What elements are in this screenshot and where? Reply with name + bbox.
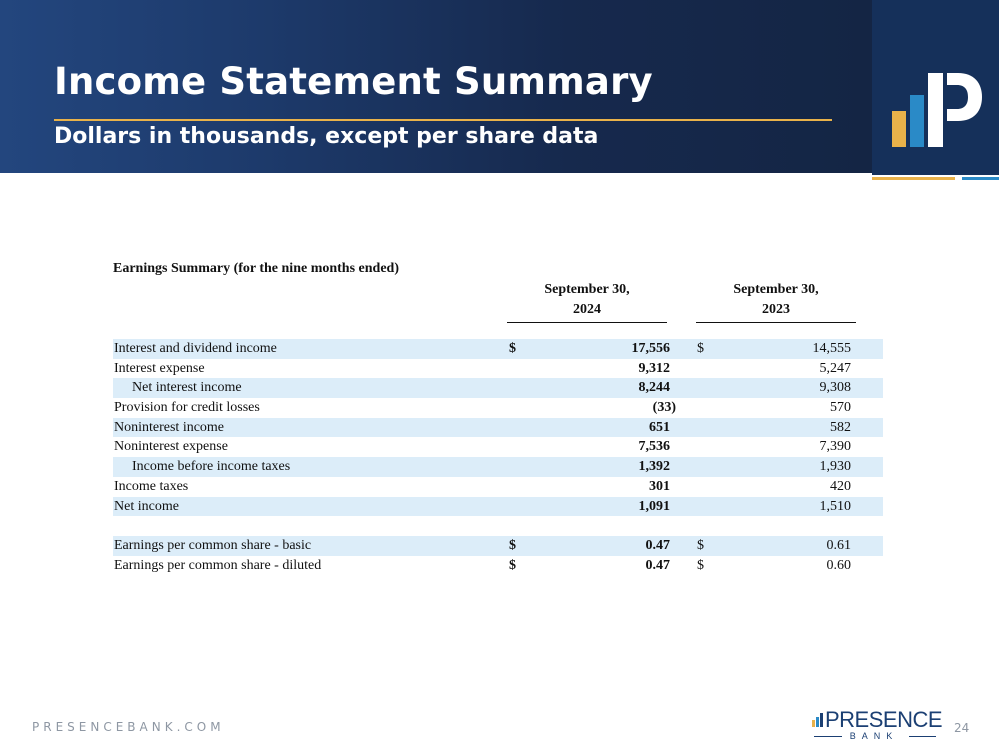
value-2024: 17,556 bbox=[631, 341, 670, 356]
row-label: Noninterest income bbox=[114, 419, 225, 435]
value-2023: 570 bbox=[830, 400, 851, 416]
logo-bars-icon bbox=[812, 713, 824, 727]
row-label: Earnings per common share - diluted bbox=[114, 557, 322, 573]
value-2024: 651 bbox=[649, 419, 670, 435]
value-2023: 1,510 bbox=[819, 498, 851, 514]
table-row bbox=[113, 556, 883, 576]
page-number: 24 bbox=[954, 721, 970, 735]
table-row bbox=[113, 457, 883, 477]
row-spacer bbox=[113, 516, 883, 536]
logo-wordmark: PRESENCE bbox=[825, 707, 943, 732]
currency-symbol: $ bbox=[509, 537, 516, 553]
currency-symbol: $ bbox=[697, 557, 704, 573]
currency-symbol: $ bbox=[697, 341, 704, 356]
header-banner bbox=[0, 0, 872, 173]
page-subtitle: Dollars in thousands, except per share data bbox=[54, 124, 599, 149]
row-label: Noninterest expense bbox=[114, 439, 228, 455]
value-2023: 420 bbox=[830, 478, 851, 494]
value-2023: 0.61 bbox=[826, 537, 851, 553]
table-heading: Earnings Summary (for the nine months ended) bbox=[113, 261, 399, 276]
table-row bbox=[113, 359, 883, 379]
column-header-line2: 2024 bbox=[573, 302, 601, 317]
value-2023: 0.60 bbox=[826, 557, 851, 573]
logo-accent-blue bbox=[962, 177, 999, 180]
row-label: Net interest income bbox=[132, 380, 242, 396]
page-title: Income Statement Summary bbox=[54, 60, 653, 103]
row-label: Interest expense bbox=[114, 360, 205, 376]
value-2023: 7,390 bbox=[819, 439, 851, 455]
footer-brand-logo bbox=[812, 707, 943, 743]
value-2024: 0.47 bbox=[645, 537, 670, 553]
table-body bbox=[113, 339, 883, 575]
value-2023: 582 bbox=[830, 419, 851, 435]
table-row bbox=[113, 536, 883, 556]
value-2024: 0.47 bbox=[645, 557, 670, 573]
row-label: Earnings per common share - basic bbox=[114, 537, 312, 553]
value-2023: 5,247 bbox=[819, 360, 851, 376]
table-row bbox=[113, 497, 883, 517]
brand-logo-box bbox=[872, 0, 999, 175]
row-label: Interest and dividend income bbox=[114, 341, 277, 356]
row-label: Provision for credit losses bbox=[114, 400, 260, 416]
logo-accent-gold bbox=[872, 177, 955, 180]
value-2024: 1,392 bbox=[638, 459, 670, 475]
value-2024: 8,244 bbox=[638, 380, 670, 396]
value-2024: 9,312 bbox=[638, 360, 670, 376]
logo-subtext: BANK bbox=[849, 731, 899, 741]
table-row bbox=[113, 378, 883, 398]
title-divider bbox=[54, 119, 832, 121]
row-label: Income taxes bbox=[114, 478, 189, 494]
footer-website: PRESENCEBANK.COM bbox=[32, 720, 225, 734]
table-row bbox=[113, 339, 883, 359]
logo-sub-divider bbox=[909, 736, 936, 737]
value-2024: 1,091 bbox=[638, 498, 670, 514]
table-row bbox=[113, 418, 883, 438]
column-header-line2: 2023 bbox=[762, 302, 790, 317]
column-header-line1: September 30, bbox=[544, 282, 630, 297]
row-label: Net income bbox=[114, 498, 179, 514]
currency-symbol: $ bbox=[509, 557, 516, 573]
currency-symbol: $ bbox=[697, 537, 704, 553]
column-header-2024 bbox=[507, 280, 667, 323]
presence-bank-p-icon bbox=[892, 65, 984, 149]
value-2024: (33) bbox=[652, 400, 676, 416]
value-2023: 1,930 bbox=[819, 459, 851, 475]
column-header-2023 bbox=[696, 280, 856, 323]
currency-symbol: $ bbox=[509, 341, 516, 356]
value-2023: 14,555 bbox=[812, 341, 851, 356]
row-label: Income before income taxes bbox=[132, 459, 291, 475]
value-2023: 9,308 bbox=[819, 380, 851, 396]
column-header-line1: September 30, bbox=[733, 282, 819, 297]
value-2024: 7,536 bbox=[638, 439, 670, 455]
value-2024: 301 bbox=[649, 478, 670, 494]
table-row bbox=[113, 398, 883, 418]
table-row bbox=[113, 437, 883, 457]
table-row bbox=[113, 477, 883, 497]
